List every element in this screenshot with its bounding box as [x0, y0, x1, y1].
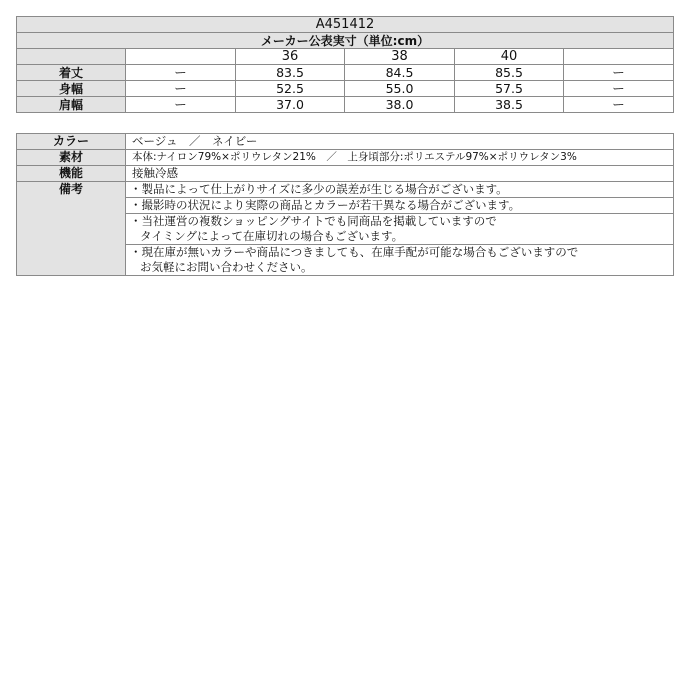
notes-label: 備考 [17, 182, 126, 276]
product-info-table [16, 133, 674, 276]
table-cell: ー [126, 81, 236, 97]
table-cell: 37.0 [236, 97, 345, 113]
table-cell: 52.5 [236, 81, 345, 97]
color-value: ベージュ ／ ネイビー [126, 134, 674, 150]
note-text-continued: タイミングによって在庫切れの場合もございます。 [140, 229, 404, 243]
size-header-40: 40 [455, 49, 564, 65]
row-label-width: 身幅 [17, 81, 126, 97]
table-row [17, 65, 674, 81]
function-label: 機能 [17, 166, 126, 182]
note-text-continued: お気軽にお問い合わせください。 [140, 260, 313, 274]
note-text: ・当社運営の複数ショッピングサイトでも同商品を掲載していますので [130, 214, 497, 228]
note-item [126, 182, 674, 198]
note-item [126, 214, 674, 245]
note-item [126, 198, 674, 214]
note-text: ・製品によって仕上がりサイズに多少の誤差が生じる場合がございます。 [130, 182, 508, 196]
note-item [126, 245, 674, 276]
table-cell: ー [564, 81, 674, 97]
function-value: 接触冷感 [126, 166, 674, 182]
table-cell: 85.5 [455, 65, 564, 81]
table-cell: 57.5 [455, 81, 564, 97]
row-label-shoulder: 肩幅 [17, 97, 126, 113]
table-row [17, 81, 674, 97]
table-cell: 55.0 [345, 81, 455, 97]
row-label-length: 着丈 [17, 65, 126, 81]
table-cell: 38.5 [455, 97, 564, 113]
note-text: ・撮影時の状況により実際の商品とカラーが若干異なる場合がございます。 [130, 198, 521, 212]
model-row [17, 17, 674, 33]
note-text: ・現在庫が無いカラーや商品につきましても、在庫手配が可能な場合もございますので [130, 245, 579, 259]
size-header-empty [126, 49, 236, 65]
table-row [17, 97, 674, 113]
size-header-38: 38 [345, 49, 455, 65]
size-table [16, 16, 674, 113]
model-number: A451412 [17, 17, 674, 33]
info-row-function [17, 166, 674, 182]
size-header-36: 36 [236, 49, 345, 65]
info-row-color [17, 134, 674, 150]
info-row-material [17, 150, 674, 166]
table-cell: ー [564, 65, 674, 81]
table-cell: 83.5 [236, 65, 345, 81]
size-table-subtitle: メーカー公表実寸（単位:cm） [17, 33, 674, 49]
table-cell: ー [564, 97, 674, 113]
subtitle-row [17, 33, 674, 49]
table-cell: ー [126, 97, 236, 113]
color-label: カラー [17, 134, 126, 150]
table-cell: 84.5 [345, 65, 455, 81]
size-header-empty [564, 49, 674, 65]
material-value: 本体:ナイロン79%×ポリウレタン21% ／ 上身頃部分:ポリエステル97%×ポリウレタン3% [126, 150, 674, 166]
material-label: 素材 [17, 150, 126, 166]
info-row-notes [17, 182, 674, 198]
size-header-row [17, 49, 674, 65]
size-header-corner [17, 49, 126, 65]
table-cell: ー [126, 65, 236, 81]
table-cell: 38.0 [345, 97, 455, 113]
